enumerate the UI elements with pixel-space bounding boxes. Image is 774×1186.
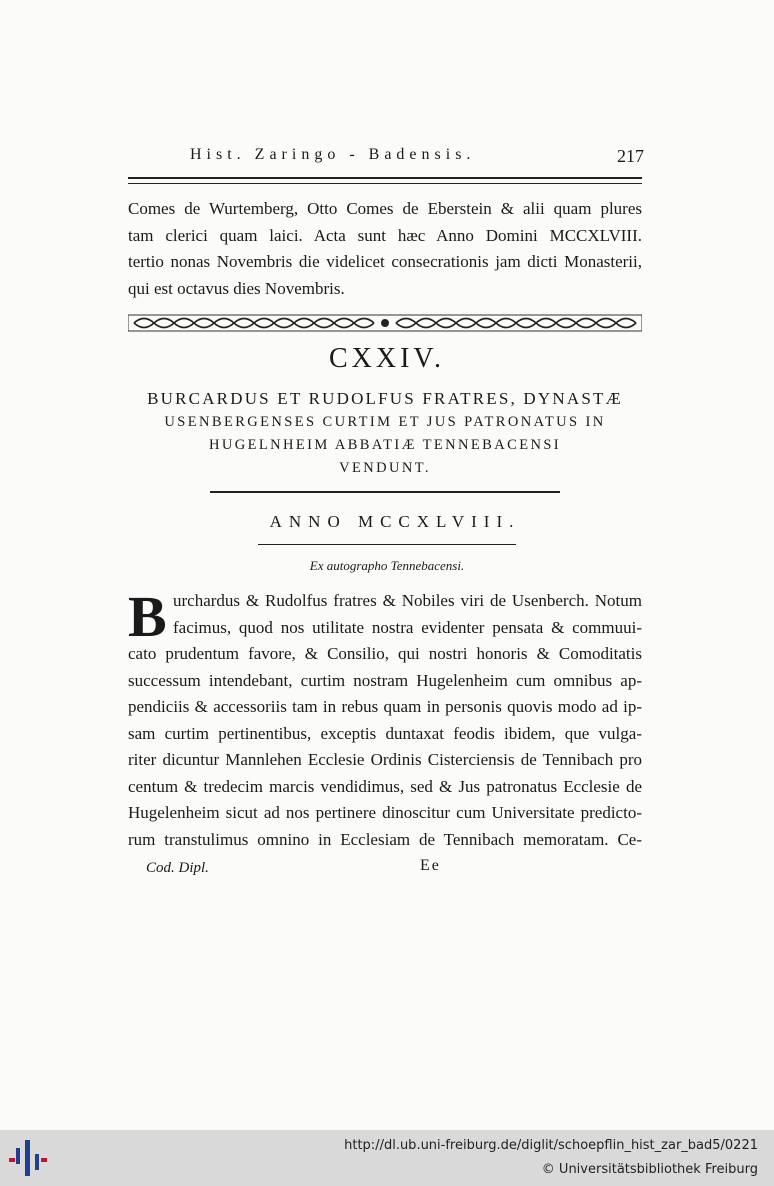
chapter-title [128,387,642,480]
copyright-notice: © Universitätsbibliothek Freiburg [541,1162,758,1177]
source-note: Ex autographo Tennebacensi. [309,558,465,573]
top-paragraph [128,196,642,302]
header-rule-thin [128,183,642,184]
main-paragraph-lead [173,588,642,641]
text-line: tam clerici quam laici. Acta sunt hæc Anno Domini MCCXLVIII. [128,225,642,245]
text-line: pendiciis & accessoriis tam in rebus quam in personis quovis modo ad ip- [128,697,642,716]
text-line: qui est octavus dies Novembris. [128,278,345,298]
document-url-link[interactable]: http://dl.ub.uni-freiburg.de/diglit/schoepflin_hist_zar_bad5/0221 [344,1138,758,1153]
text-line: successum intendebant, curtim nostram Hugelenheim cum omnibus ap- [128,670,642,690]
running-head: Hist. Zaringo - Badensis. [190,146,476,163]
text-line: centum & tredecim marcis vendidimus, sed & Jus patronatus Ecclesie de [128,776,642,796]
text-line: cato prudentum favore, & Consilio, qui nostri honoris & Comoditatis [128,644,642,663]
text-line: rum transtulimus omnino in Ecclesiam de Tennibach memoratam. Ce- [128,829,642,849]
text-line: Comes de Wurtemberg, Otto Comes de Eberstein & alii quam plures [128,199,642,218]
codex-note: Cod. Dipl. [146,860,209,876]
text-line: urchardus & Rudolfus fratres & Nobiles viri de Usenberch. Notum [173,591,642,610]
ub-freiburg-logo-icon[interactable] [8,1138,48,1178]
title-line: BURCARDUS ET RUDOLFUS FRATRES, DYNASTÆ [147,389,623,408]
chapter-number: CXXIV. [328,343,446,374]
text-line: Hugelenheim sicut ad nos pertinere dinoscitur cum Universitate predicto- [128,803,642,822]
header-rule-thick [128,177,642,179]
title-rule [210,491,560,493]
main-paragraph [128,641,642,853]
viewer-footer-bar [0,1130,774,1186]
title-line: VENDUNT. [339,460,431,476]
drop-cap: B [128,584,167,649]
text-line: facimus, quod nos utilitate nostra evidenter pensata & commuui- [173,617,642,637]
anno-date: ANNO MCCXLVIII. [269,512,521,531]
text-line: tertio nonas Novembris die videlicet consecrationis jam dicti Monasterii, [128,252,642,271]
title-line: USENBERGENSES CURTIM ET JUS PATRONATUS IN [164,414,606,430]
text-line: riter dicuntur Mannlehen Ecclesie Ordinis Cisterciensis de Tennibach pro [128,750,642,769]
text-line: sam curtim pertinentibus, exceptis duntaxat feodis ibidem, que vulga- [128,723,642,743]
signature-mark: Ee [420,857,441,874]
page-number: 217 [617,146,644,166]
title-line: HUGELNHEIM ABBATIÆ TENNEBACENSI [208,437,562,453]
ornament-divider [128,312,642,334]
anno-rule [258,544,516,545]
